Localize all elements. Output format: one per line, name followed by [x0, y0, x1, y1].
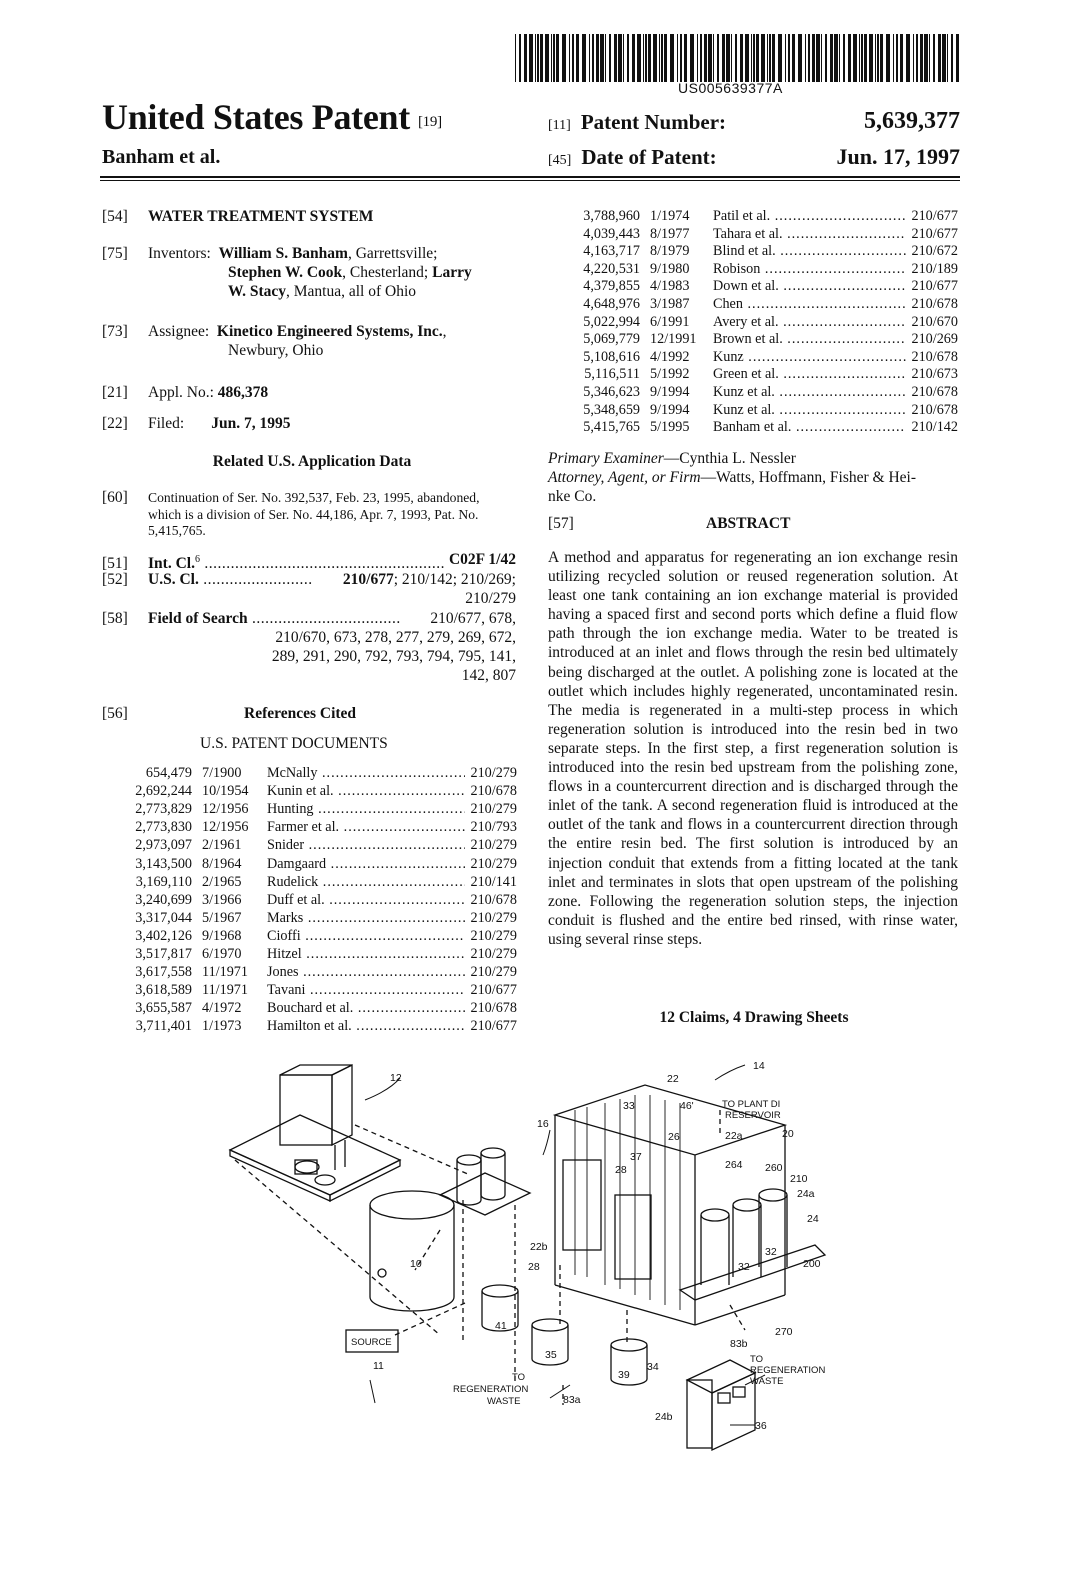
- inventor-2-city: , Chesterland;: [342, 264, 429, 281]
- reference-name: Patil et al. .....: [713, 207, 906, 225]
- ref-label-16: 16: [537, 1118, 549, 1130]
- reference-class: 210/279: [470, 964, 517, 981]
- reference-class: 210/279: [470, 927, 517, 944]
- reference-number: 2,692,244: [135, 783, 192, 800]
- code-75: [75]: [102, 245, 128, 262]
- reference-number: 4,379,855: [583, 278, 640, 295]
- reference-name: Damgaard .....: [267, 855, 465, 873]
- reference-row: [568, 242, 958, 260]
- reference-date: 5/1995: [650, 419, 690, 436]
- invention-title: WATER TREATMENT SYSTEM: [148, 208, 374, 225]
- reference-date: 12/1991: [650, 331, 697, 348]
- search-line-2: 210/670, 673, 278, 277, 279, 269, 672,: [275, 629, 516, 646]
- int-cl-sup: 6: [194, 554, 200, 565]
- reference-name: Rudelick .....: [267, 873, 465, 891]
- reference-number: 3,317,044: [135, 909, 192, 926]
- ref-label-36: 36: [755, 1420, 767, 1432]
- field-us-cl: [102, 570, 516, 608]
- reference-class: 210/673: [911, 366, 958, 383]
- patent-drawing: [225, 1055, 835, 1455]
- reference-row: [122, 818, 517, 836]
- reference-number: 5,415,765: [583, 419, 640, 436]
- attorney: [548, 468, 960, 506]
- field-inventors: [102, 244, 522, 301]
- reference-number: 5,116,511: [584, 366, 640, 383]
- search-label: Field of Search: [148, 610, 248, 627]
- reference-class: 210/678: [911, 384, 958, 400]
- reference-date: 3/1987: [650, 296, 690, 312]
- field-continuation: [102, 490, 522, 540]
- reference-name: Farmer et al. .....: [267, 818, 465, 836]
- ref-label-14: 14: [753, 1060, 765, 1072]
- control-box-36: [687, 1360, 755, 1450]
- field-search: [102, 609, 516, 685]
- examiner: [548, 449, 960, 468]
- label-to-regen-a3: WASTE: [487, 1396, 521, 1407]
- reference-date: 2/1965: [202, 873, 242, 890]
- date-of-patent: Jun. 17, 1997: [836, 144, 960, 169]
- ref-label-28b: 28: [528, 1261, 540, 1273]
- code-21: [21]: [102, 384, 128, 401]
- int-cl-value: C02F 1/42: [448, 551, 516, 568]
- reference-class: 210/142: [911, 419, 958, 436]
- reference-class: 210/279: [470, 837, 517, 854]
- reference-class: 210/677: [470, 982, 517, 999]
- code-73: [73]: [102, 323, 128, 340]
- field-references: [102, 704, 522, 723]
- reference-class: 210/677: [470, 1018, 517, 1035]
- ref-label-34: 34: [647, 1361, 659, 1373]
- reference-row: [568, 418, 958, 436]
- ref-label-28a: 28: [615, 1164, 627, 1176]
- reference-date: 4/1992: [650, 348, 690, 365]
- inventor-3: W. Stacy: [228, 283, 286, 300]
- reference-date: 8/1964: [202, 855, 242, 872]
- reference-row: [122, 909, 517, 927]
- reference-name: Hitzel .....: [267, 945, 465, 963]
- reference-number: 2,773,829: [135, 801, 192, 818]
- reference-row: [568, 365, 958, 383]
- reference-class: 210/678: [911, 296, 958, 312]
- reference-row: [122, 1017, 517, 1035]
- reference-number: 3,240,699: [135, 891, 192, 908]
- code-58: [58]: [102, 610, 128, 627]
- appl-no: 486,378: [217, 384, 269, 401]
- reference-row: [122, 927, 517, 945]
- reference-number: 3,402,126: [135, 927, 192, 944]
- reference-row: [568, 330, 958, 348]
- reference-class: 210/678: [470, 783, 517, 800]
- code-56: [56]: [102, 705, 128, 722]
- label-source: SOURCE: [351, 1337, 392, 1348]
- piping-dashed: [235, 1110, 745, 1405]
- label-to-regen-b2: REGENERATION: [750, 1365, 826, 1376]
- ref-label-22: 22: [667, 1073, 679, 1085]
- reference-row: [568, 277, 958, 295]
- reference-class: 210/677: [911, 225, 958, 242]
- reference-row: [568, 295, 958, 313]
- reference-row: [568, 207, 958, 225]
- inventor-2: Stephen W. Cook: [228, 264, 343, 281]
- reference-class: 210/279: [470, 801, 517, 818]
- label-to-regen-a1: TO: [512, 1372, 526, 1383]
- reference-row: [122, 891, 517, 909]
- title-text: United States Patent: [102, 97, 410, 137]
- reference-date: 1/1974: [650, 208, 690, 224]
- reference-number: 3,169,110: [135, 873, 192, 890]
- code-60: [60]: [102, 489, 128, 506]
- reference-name: Hamilton et al. .....: [267, 1017, 465, 1035]
- reference-date: 5/1992: [650, 366, 690, 383]
- reference-date: 6/1991: [650, 313, 690, 330]
- claims-summary: 12 Claims, 4 Drawing Sheets: [659, 1009, 849, 1026]
- label-to-regen-b3: WASTE: [750, 1376, 784, 1387]
- reference-number: 4,163,717: [583, 243, 640, 260]
- reference-date: 4/1972: [202, 1000, 242, 1017]
- reference-name: Kunz .....: [713, 348, 906, 366]
- reference-number: 2,773,830: [135, 819, 192, 836]
- attorney-label: Attorney, Agent, or Firm: [548, 469, 701, 486]
- reference-number: 4,039,443: [583, 225, 640, 242]
- header-rule-thin: [100, 180, 960, 181]
- reference-row: [122, 945, 517, 963]
- reference-row: [122, 873, 517, 891]
- reference-number: 5,346,623: [583, 384, 640, 400]
- reference-name: Blind et al. .....: [713, 242, 906, 260]
- inventors-label: Inventors:: [148, 245, 211, 262]
- reference-class: 210/189: [911, 260, 958, 277]
- reference-name: Chen .....: [713, 295, 906, 313]
- field-filed: [102, 414, 291, 433]
- reference-row: [122, 981, 517, 999]
- authors: Banham et al.: [102, 146, 221, 168]
- search-dots: ..................................: [247, 610, 401, 627]
- reference-number: 5,069,779: [583, 331, 640, 348]
- attorney-name-2: nke Co.: [548, 488, 597, 505]
- references-heading: References Cited: [244, 705, 357, 722]
- reference-row: [568, 401, 958, 419]
- tank-10: [370, 1191, 454, 1311]
- ref-label-12: 12: [390, 1072, 402, 1084]
- reference-date: 5/1967: [202, 909, 242, 926]
- ref-label-22a: 22a: [725, 1130, 743, 1142]
- date-of-patent-row: [548, 145, 960, 170]
- int-cl-dots: .......................................................: [199, 555, 445, 573]
- reference-name: Avery et al. .....: [713, 313, 906, 331]
- ref-label-33: 33: [623, 1100, 635, 1112]
- code-54: [54]: [102, 208, 128, 225]
- ref-label-39: 39: [618, 1369, 630, 1381]
- reference-number: 5,022,994: [583, 313, 640, 330]
- di-unit: [555, 1085, 825, 1325]
- field-appl-no: [102, 383, 268, 402]
- reference-number: 3,788,960: [583, 208, 640, 224]
- examiner-label: Primary Examiner: [548, 450, 664, 467]
- patent-number-row: [548, 110, 960, 135]
- ref-label-41: 41: [495, 1320, 507, 1332]
- reference-date: 11/1971: [202, 982, 248, 999]
- reference-date: 12/1956: [202, 801, 249, 818]
- date-label: Date of Patent:: [581, 145, 717, 169]
- reference-number: 3,517,817: [135, 946, 192, 962]
- reference-number: 5,348,659: [583, 401, 640, 418]
- reference-number: 3,617,558: [135, 964, 192, 981]
- reference-name: Duff et al. .....: [267, 891, 465, 909]
- reference-class: 210/793: [470, 819, 517, 836]
- reference-name: Kunin et al. .....: [267, 782, 465, 800]
- reference-date: 9/1994: [650, 401, 690, 418]
- ref-label-22b: 22b: [530, 1241, 548, 1253]
- ref-label-26: 26: [668, 1131, 680, 1143]
- reference-date: 7/1900: [202, 765, 242, 781]
- reference-name: McNally .....: [267, 764, 465, 782]
- field-assignee: [102, 322, 522, 360]
- inventor-3-first: Larry: [432, 264, 472, 281]
- reference-name: Tavani .....: [267, 981, 465, 999]
- continuation-line-3: 5,415,765.: [148, 523, 206, 538]
- continuation-line-1: Continuation of Ser. No. 392,537, Feb. 23, 1995, abandoned,: [148, 490, 480, 505]
- assignee-comma: ,: [442, 323, 447, 340]
- ref-label-270: 270: [775, 1326, 793, 1338]
- reference-name: Cioffi .....: [267, 927, 465, 945]
- ref-label-37: 37: [630, 1151, 642, 1163]
- ref-label-83a: 83a: [563, 1394, 581, 1406]
- reference-number: 3,655,587: [135, 1000, 192, 1017]
- reference-row: [122, 963, 517, 981]
- reference-row: [568, 383, 958, 401]
- date-code: [45]: [548, 153, 572, 168]
- ref-label-32a: 32: [765, 1246, 777, 1258]
- reference-class: 210/279: [470, 855, 517, 872]
- us-cl-label: U.S. Cl.: [148, 571, 199, 588]
- search-line-4: 142, 807: [461, 667, 516, 684]
- ref-label-260: 260: [765, 1162, 783, 1174]
- search-line-3: 289, 291, 290, 792, 793, 794, 795, 141,: [271, 648, 516, 665]
- reference-number: 654,479: [145, 765, 192, 781]
- related-heading: Related U.S. Application Data: [212, 453, 412, 470]
- reference-row: [122, 999, 517, 1017]
- ref-label-200: 200: [803, 1258, 821, 1270]
- reference-name: Kunz et al. .....: [713, 401, 906, 419]
- reference-number: 5,108,616: [583, 348, 640, 365]
- ref-label-24b: 24b: [655, 1411, 673, 1423]
- publication-number: US005639377A: [678, 80, 783, 96]
- us-cl-main: 210/677: [342, 571, 394, 588]
- abstract-text: A method and apparatus for regenerating an ion exchange resin utilizing recycled solution or reused regeneration solution. At least one tank containing an ion exchange material is provided having a spaced first and second ports which define a fluid flow path through the ion exchange media. Water to be treated is introduced at an inlet and flows through the resin bed ultimately being discharged at the outlet. A polishing zone is located at the outlet which includes highly regenerated, uncontaminated resin. The media is regenerated in a multi-step process in which regeneration solution is introduced into the resin bed in two separate steps. In the first step, a first regeneration solution is introduced into the resin bed upstream from the polishing zone, flows in a countercurrent direction and is discharged through the inlet of the tank. A second regeneration fluid is introduced at the outlet of the tank and flows in a countercurrent direction through the entire resin bed. The first solution is introduced by an injection conduit that extends from a fitting located at the tank inlet and terminates in slots that open upstream of the polishing zone. Following the regeneration solution steps, the injection conduit is flushed and the entire bed rinsed, with rinse water, using several rinse steps.: [548, 549, 958, 948]
- inventor-1: William S. Banham: [218, 245, 348, 262]
- reference-number: 4,220,531: [583, 260, 640, 277]
- ref-label-35: 35: [545, 1349, 557, 1361]
- reference-row: [568, 225, 958, 243]
- reference-row: [122, 764, 517, 782]
- attorney-name: —Watts, Hoffmann, Fisher & Hei-: [700, 469, 916, 486]
- reference-date: 9/1980: [650, 260, 690, 277]
- ref-label-24a: 24a: [797, 1188, 815, 1200]
- reference-name: Hunting .....: [267, 800, 465, 818]
- ref-label-83b: 83b: [730, 1338, 748, 1350]
- us-cl-line-2: 210/279: [465, 590, 516, 607]
- reference-class: 210/677: [911, 278, 958, 295]
- reference-name: Green et al. .....: [713, 365, 906, 383]
- reference-name: Robison .....: [713, 260, 906, 278]
- reference-date: 4/1983: [650, 278, 690, 295]
- continuation-line-2: which is a division of Ser. No. 44,186, Apr. 7, 1993, Pat. No.: [148, 506, 479, 522]
- reference-row: [568, 313, 958, 331]
- reference-date: 11/1971: [202, 964, 248, 981]
- reference-number: 4,648,976: [583, 296, 640, 312]
- reference-number: 3,143,500: [135, 855, 192, 872]
- reference-class: 210/279: [470, 946, 517, 962]
- reference-number: 3,711,401: [135, 1018, 192, 1035]
- reference-name: Jones .....: [267, 963, 465, 981]
- label-to-regen-b1: TO: [750, 1354, 764, 1365]
- reference-name: Down et al. .....: [713, 277, 906, 295]
- inventor-3-city: , Mantua, all of Ohio: [286, 283, 417, 300]
- reference-name: Tahara et al. .....: [713, 225, 906, 243]
- reference-row: [568, 348, 958, 366]
- ref-label-264: 264: [725, 1159, 743, 1171]
- reference-date: 8/1977: [650, 225, 690, 242]
- reference-date: 12/1956: [202, 819, 249, 836]
- reference-name: Banham et al. .....: [713, 418, 906, 436]
- inventor-1-city: , Garrettsville;: [347, 245, 438, 262]
- reference-row: [122, 836, 517, 854]
- code-57: [57]: [548, 515, 574, 532]
- patent-number-code: [11]: [548, 118, 571, 133]
- code-22: [22]: [102, 415, 128, 432]
- reference-date: 6/1970: [202, 946, 242, 962]
- barcode: [515, 34, 960, 82]
- examiner-name: —Cynthia L. Nessler: [663, 450, 796, 467]
- reference-date: 10/1954: [202, 783, 249, 800]
- code-52: [52]: [102, 571, 128, 588]
- reference-name: Brown et al. .....: [713, 330, 906, 348]
- reference-date: 9/1968: [202, 927, 242, 944]
- title-code: [19]: [417, 114, 442, 130]
- assignee-location: Newbury, Ohio: [228, 342, 324, 359]
- reference-number: 2,973,097: [135, 837, 192, 854]
- reference-class: 210/269: [911, 331, 958, 348]
- patent-number-label: Patent Number:: [580, 110, 727, 134]
- ref-label-20: 20: [782, 1128, 794, 1140]
- label-to-regen-a2: REGENERATION: [453, 1384, 529, 1395]
- reference-row: [122, 800, 517, 818]
- reference-row: [122, 782, 517, 800]
- reference-class: 210/670: [911, 313, 958, 330]
- appl-label: Appl. No.:: [148, 384, 214, 401]
- reference-date: 8/1979: [650, 243, 690, 260]
- reference-class: 210/678: [911, 348, 958, 365]
- reference-class: 210/279: [470, 909, 517, 926]
- reference-class: 210/279: [470, 765, 517, 781]
- patent-title: [102, 96, 442, 138]
- reference-name: Bouchard et al. .....: [267, 999, 465, 1017]
- reference-name: Marks .....: [267, 909, 465, 927]
- ref-label-46: 46': [680, 1100, 694, 1112]
- reference-date: 2/1961: [202, 837, 242, 854]
- search-line-1: 210/677, 678,: [430, 610, 516, 627]
- reference-date: 3/1966: [202, 891, 242, 908]
- abstract-header: [548, 514, 960, 533]
- reference-class: 210/678: [470, 891, 517, 908]
- reference-row: [122, 855, 517, 873]
- patent-number: 5,639,377: [864, 108, 960, 134]
- ref-label-10: 10: [410, 1258, 422, 1270]
- filed-label: Filed:: [148, 415, 185, 432]
- reference-class: 210/678: [911, 401, 958, 418]
- label-to-plant-1: TO PLANT DI: [722, 1099, 781, 1110]
- header-rule: [100, 176, 960, 178]
- assignee-label: Assignee:: [148, 323, 210, 340]
- label-to-plant-2: RESERVOIR: [725, 1110, 781, 1121]
- reference-date: 9/1994: [650, 384, 690, 400]
- int-cl-label: Int. Cl.: [148, 555, 195, 573]
- reference-date: 1/1973: [202, 1018, 242, 1035]
- ref-label-210: 210: [790, 1173, 808, 1185]
- reference-class: 210/677: [911, 208, 958, 224]
- refs-subheading: U.S. PATENT DOCUMENTS: [200, 735, 388, 752]
- reference-class: 210/141: [470, 873, 517, 890]
- reference-name: Kunz et al. .....: [713, 383, 906, 401]
- ref-label-32b: 32: [738, 1261, 750, 1273]
- reference-row: [568, 260, 958, 278]
- ref-label-11: 11: [373, 1360, 384, 1372]
- reference-class: 210/678: [470, 1000, 517, 1017]
- code-51: [51]: [102, 555, 128, 573]
- reference-class: 210/672: [911, 243, 958, 260]
- reference-number: 3,618,589: [135, 982, 192, 999]
- field-title: [102, 207, 373, 226]
- assignee-name: Kinetico Engineered Systems, Inc.: [216, 323, 443, 340]
- us-cl-rest: ; 210/142; 210/269;: [393, 571, 516, 588]
- abstract-heading: ABSTRACT: [706, 515, 791, 532]
- filed-date: Jun. 7, 1995: [211, 415, 291, 432]
- ref-label-24: 24: [807, 1213, 819, 1225]
- reference-name: Snider .....: [267, 836, 465, 854]
- us-cl-dots: .........................: [198, 571, 313, 588]
